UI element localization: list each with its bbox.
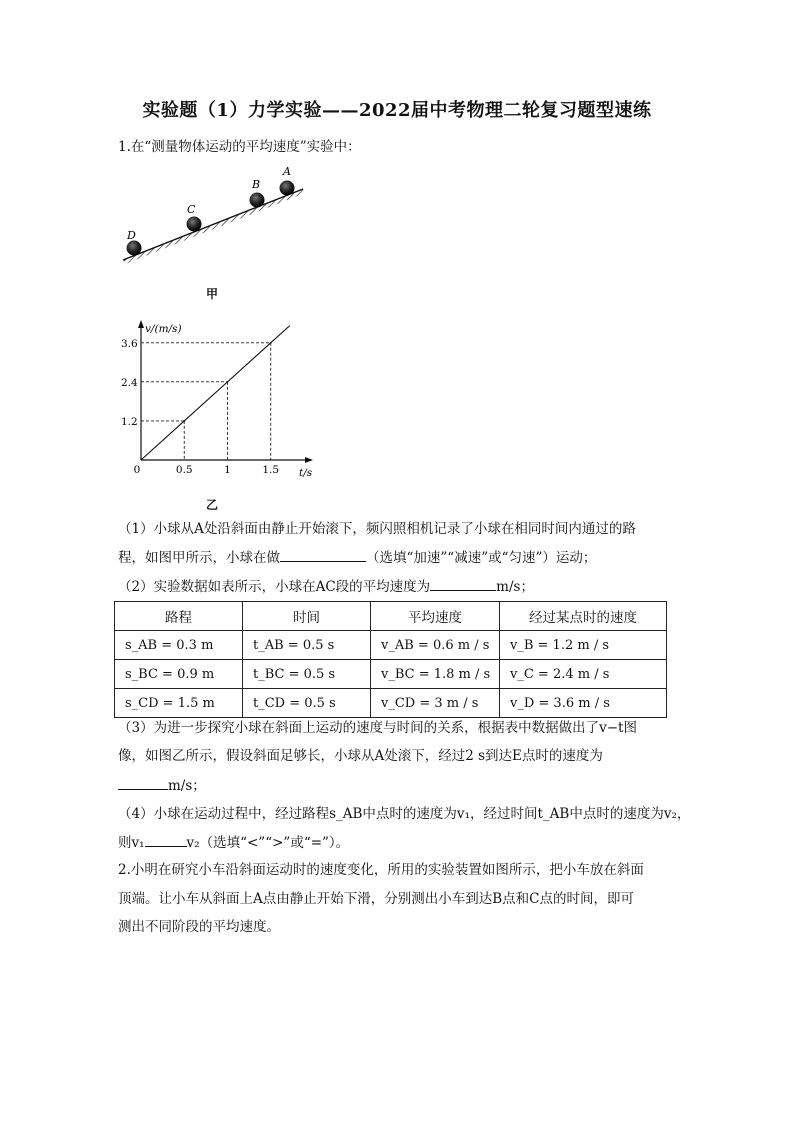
answer-blank-1[interactable] [280, 547, 366, 562]
table-cell: v_AB = 0.6 m / s [371, 631, 500, 660]
y-tick-label: 1.2 [121, 415, 138, 428]
data-point [270, 342, 272, 344]
x-tick-label: 1.5 [262, 464, 280, 476]
part4-line2 [118, 832, 349, 853]
x-tick-label: 0 [133, 464, 141, 476]
table-header-distance: 路程 [115, 602, 243, 631]
table-cell: s_CD = 1.5 m [115, 689, 243, 718]
ball-d [127, 241, 142, 256]
table-row [115, 631, 667, 660]
part3-line2: 像，如图乙所示，假设斜面足够长，小球从A处滚下，经过2 s到达E点时的速度为 [118, 748, 603, 764]
part1-line2-a: 程，如图甲所示，小球在做 [118, 550, 280, 566]
ball-a [280, 181, 295, 196]
table-cell: t_BC = 0.5 s [243, 660, 371, 689]
q2-line1: 2.小明在研究小车沿斜面运动时的速度变化，所用的实验装置如图所示，把小车放在斜面 [118, 862, 644, 878]
table-header-time: 时间 [243, 602, 371, 631]
part3-line1: （3）为进一步探究小球在斜面上运动的速度与时间的关系，根据表中数据做出了v−t图 [118, 720, 637, 736]
table-header-avg-speed: 平均速度 [371, 602, 500, 631]
y-tick-label: 3.6 [121, 337, 138, 350]
y-axis-label: v/(m/s) [145, 323, 182, 335]
table-cell: t_AB = 0.5 s [243, 631, 371, 660]
ball-c [187, 217, 202, 232]
q2-line3: 测出不同阶段的平均速度。 [118, 919, 280, 935]
answer-blank-3[interactable] [118, 775, 168, 790]
table-cell: t_CD = 0.5 s [243, 689, 371, 718]
x-tick-label: 1 [224, 464, 231, 476]
part1-line1: （1）小球从A处沿斜面由静止开始滚下，频闪照相机记录了小球在相同时间内通过的路 [118, 521, 636, 537]
y-axis-arrow [138, 320, 144, 328]
part1-line2-b: （选填“加速”“减速”或“匀速”）运动； [366, 550, 597, 566]
table-header-point-speed: 经过某点时的速度 [500, 602, 667, 631]
part3-line3 [118, 775, 206, 796]
ball-b [250, 193, 265, 208]
ball-label-b: B [252, 178, 261, 191]
data-point [227, 381, 229, 383]
part4-line2-a: 则v₁ [118, 835, 145, 851]
table-header-row [115, 602, 667, 631]
data-table [114, 601, 667, 718]
page-title: 实验题（1）力学实验——2022届中考物理二轮复习题型速练 [142, 100, 652, 121]
q2-line2: 顶端。让小车从斜面上A点由静止开始下滑，分别测出小车到达B点和C点的时间，即可 [118, 891, 634, 907]
table-cell: s_BC = 0.9 m [115, 660, 243, 689]
answer-blank-4[interactable] [145, 832, 187, 847]
x-axis-label: t/s [299, 467, 313, 478]
figure-b-caption: 乙 [206, 498, 219, 512]
part2-text-a: （2）实验数据如表所示，小球在AC段的平均速度为 [118, 579, 431, 595]
data-point [183, 420, 185, 422]
table-row [115, 689, 667, 718]
table-cell: v_C = 2.4 m / s [500, 660, 667, 689]
incline-hatch [123, 189, 305, 264]
ball-label-d: D [127, 229, 136, 242]
figure-a-caption: 甲 [206, 287, 219, 301]
table-cell: s_AB = 0.3 m [115, 631, 243, 660]
answer-blank-2[interactable] [430, 576, 496, 591]
table-cell: v_D = 3.6 m / s [500, 689, 667, 718]
table-cell: v_B = 1.2 m / s [500, 631, 667, 660]
ball-label-a: A [283, 165, 291, 178]
series-line [141, 326, 290, 460]
part3-line3-text: m/s； [168, 778, 206, 794]
y-tick-label: 2.4 [121, 376, 138, 389]
x-axis-arrow [305, 457, 313, 463]
part2-text-b: m/s； [496, 579, 534, 595]
ball-label-c: C [187, 203, 196, 216]
x-tick-label: 0.5 [175, 464, 193, 476]
table-cell: v_CD = 3 m / s [371, 689, 500, 718]
part1-line2 [118, 547, 596, 568]
table-cell: v_BC = 1.8 m / s [371, 660, 500, 689]
figure-vt-chart [115, 318, 315, 478]
table-row [115, 660, 667, 689]
part4-line2-b: v₂（选填“<”“>”或“=”）。 [186, 835, 350, 851]
figure-incline [118, 165, 318, 270]
part2-line [118, 576, 534, 597]
part4-line1: （4）小球在运动过程中，经过路程s_AB中点时的速度为v₁，经过时间t_AB中点时的速度为v₂， [118, 806, 691, 822]
question-1-stem: 1.在“测量物体运动的平均速度”实验中： [118, 139, 361, 155]
